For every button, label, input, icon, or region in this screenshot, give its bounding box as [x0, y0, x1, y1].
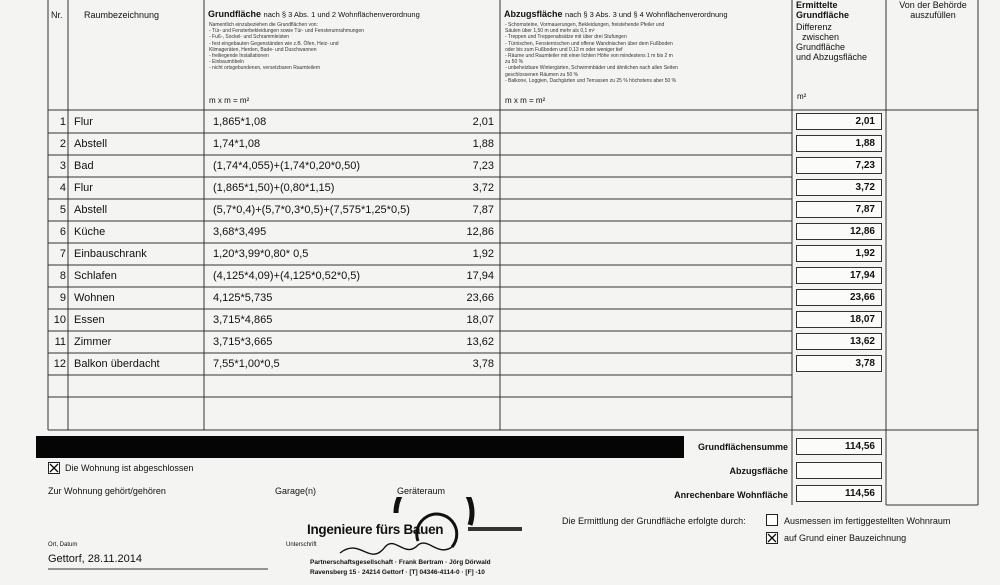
header-grundflaeche	[208, 9, 498, 20]
abzugsflaeche-label: Abzugsfläche	[729, 466, 788, 476]
result-box: 13,62	[796, 333, 882, 350]
abzug-note: geschlossenen Räumen zu 50 %	[505, 71, 579, 78]
row-nr: 7	[59, 248, 66, 260]
row-nr: 3	[59, 160, 66, 172]
cross-mark-icon	[49, 463, 59, 473]
stamp-line-1: Partnerschaftsgesellschaft · Frank Bertram · Jörg Dörwald	[310, 559, 491, 566]
ort-datum-label: Ort, Datum	[48, 542, 78, 548]
header-nr: Nr.	[51, 10, 63, 20]
row-value: 7,23	[472, 160, 494, 172]
row-room: Balkon überdacht	[74, 358, 160, 370]
ermittelte-sub-2: zwischen	[802, 32, 840, 42]
row-value: 1,92	[472, 248, 494, 260]
grundflaeche-note: - nicht ortsgebundenen, versetzbaren Raumteilern	[209, 65, 321, 72]
grundflaeche-note: Namentlich einzubeziehen die Grundflächen von:	[209, 22, 318, 28]
row-formula: (1,865*1,50)+(0,80*1,15)	[213, 182, 335, 194]
result-box: 7,23	[796, 157, 882, 174]
header-ermittelte	[796, 0, 884, 62]
grundflaechensumme-label: Grundflächensumme	[697, 442, 788, 452]
stamp-title: Ingenieure fürs Bauen	[307, 522, 444, 537]
row-formula: 1,865*1,08	[213, 116, 267, 128]
grundflaeche-note: Klimageräten, Herden, Bade- und Duschwannen	[209, 46, 317, 53]
header-abzug	[504, 9, 794, 20]
grundflaeche-notes	[209, 22, 499, 72]
row-nr: 11	[54, 336, 66, 348]
abzug-note: - Schornsteine, Vormauerungen, Bekleidungen, freistehende Pfeiler und	[505, 22, 665, 28]
abzug-title: Abzugsfläche	[504, 9, 563, 19]
row-nr: 12	[53, 358, 66, 370]
row-room: Essen	[74, 314, 105, 326]
row-room: Bad	[74, 160, 94, 172]
result-box: 2,01	[796, 113, 882, 130]
result-box: 18,07	[796, 311, 882, 328]
abzug-unit: m x m = m²	[505, 96, 546, 105]
stamp-line-2: Ravensberg 15 · 24214 Gettorf · [T] 04346-4114-0 · [F] -10	[310, 569, 485, 576]
row-nr: 8	[59, 270, 66, 282]
abzug-subtitle: nach § 3 Abs. 3 und § 4 Wohnflächenverordnung	[565, 10, 728, 19]
abzug-note: - Türnischen, Fensternischen und offene Wandnischen über dem Fußboden	[505, 40, 673, 47]
row-formula: (5,7*0,4)+(5,7*0,3*0,5)+(7,575*1,25*0,5)	[213, 204, 410, 216]
anrechenbar-box: 114,56	[796, 485, 882, 502]
row-value: 7,87	[472, 204, 494, 216]
abgeschlossen-label: Die Wohnung ist abgeschlossen	[65, 463, 194, 473]
result-box: 1,92	[796, 245, 882, 262]
row-formula: 1,74*1,08	[213, 138, 261, 150]
abzug-note: Säulen über 1,50 m und mehr als 0,1 m²	[505, 28, 595, 35]
row-formula: (4,125*4,09)+(4,125*0,52*0,5)	[213, 270, 361, 282]
row-room: Abstell	[74, 204, 108, 216]
redaction-bar	[36, 436, 684, 458]
abzug-note: - unbeheizbare Wintergärten, Schwimmbäder und ähnlichen nach allen Seiten	[505, 65, 678, 72]
unterschrift-label: Unterschrift	[286, 542, 317, 548]
row-room: Schlafen	[74, 270, 117, 282]
result-box: 17,94	[796, 267, 882, 284]
abgeschlossen-checkbox[interactable]	[48, 462, 60, 474]
ausmessen-label: Ausmessen im fertiggestellten Wohnraum	[784, 516, 951, 526]
ermittelte-sub-4: und Abzugsfläche	[796, 52, 868, 62]
header-raumbezeichnung: Raumbezeichnung	[84, 10, 160, 20]
row-nr: 10	[53, 314, 66, 326]
behoerde-line-2: auszufüllen	[910, 10, 956, 20]
grundflaeche-title: Grundfläche	[208, 9, 262, 19]
grundflaeche-note: - freiliegende Installationen	[209, 53, 269, 60]
row-value: 3,72	[472, 182, 494, 194]
row-nr: 1	[59, 116, 66, 128]
row-room: Zimmer	[74, 336, 112, 348]
behoerde-line-1: Von der Behörde	[899, 0, 967, 10]
ausmessen-checkbox[interactable]	[766, 514, 778, 526]
row-room: Küche	[74, 226, 106, 238]
row-formula: 3,715*4,865	[213, 314, 273, 326]
cross-mark-icon	[767, 533, 777, 543]
row-formula: 4,125*5,735	[213, 292, 273, 304]
row-value: 12,86	[466, 226, 494, 238]
row-nr: 5	[59, 204, 66, 216]
row-value: 3,78	[472, 358, 494, 370]
row-value: 2,01	[472, 116, 494, 128]
ermittlung-label: Die Ermittlung der Grundfläche erfolgte durch:	[562, 516, 746, 526]
abzug-note: - Balkone, Loggien, Dachgärten und Terrassen zu 25 % höchstens aber 50 %	[505, 77, 677, 84]
row-nr: 2	[59, 138, 66, 150]
row-value: 23,66	[466, 292, 494, 304]
grundflaeche-note: - Einbaumöbeln	[209, 59, 245, 66]
header-behoerde	[889, 0, 977, 20]
row-formula: (1,74*4,055)+(1,74*0,20*0,50)	[213, 160, 361, 172]
row-nr: 4	[59, 182, 66, 194]
ermittelte-sub-1: Differenz	[796, 22, 832, 32]
result-box: 3,78	[796, 355, 882, 372]
ermittelte-title-1: Ermittelte	[796, 0, 838, 10]
result-box: 1,88	[796, 135, 882, 152]
grundflaeche-unit: m x m = m²	[209, 96, 250, 105]
grundflaeche-note: - Fuß-, Sockel- und Schrammleisten	[209, 34, 290, 41]
grundflaeche-subtitle: nach § 3 Abs. 1 und 2 Wohnflächenverordnung	[263, 10, 420, 19]
ermittelte-sub-3: Grundfläche	[796, 42, 846, 52]
ermittelte-unit: m²	[797, 92, 807, 101]
row-nr: 9	[59, 292, 66, 304]
row-value: 17,94	[466, 270, 494, 282]
result-box: 12,86	[796, 223, 882, 240]
row-value: 18,07	[466, 314, 494, 326]
abzug-note: oder bis zum Fußboden und 0,13 m oder weniger tief	[505, 46, 623, 53]
grundflaechensumme-box: 114,56	[796, 438, 882, 455]
row-value: 1,88	[472, 138, 494, 150]
garage-label: Garage(n)	[275, 486, 317, 496]
anrechenbar-label: Anrechenbare Wohnfläche	[674, 490, 788, 500]
row-room: Flur	[74, 116, 93, 128]
abzug-note: - Räume und Raumteiler mit einer lichten Höhe von mindestens 1 m bis 2 m	[505, 53, 673, 60]
row-value: 13,62	[466, 336, 494, 348]
row-room: Flur	[74, 182, 93, 194]
grundflaeche-note: - fest eingebauten Gegenständen wie z.B. Öfen, Heiz- und	[209, 40, 339, 47]
row-formula: 3,715*3,665	[213, 336, 273, 348]
row-nr: 6	[59, 226, 66, 238]
row-room: Abstell	[74, 138, 108, 150]
grundflaeche-note: - Tür- und Fensterbekleidungen sowie Tür- und Fensterumrahmungen	[209, 28, 364, 35]
row-formula: 3,68*3,495	[213, 226, 267, 238]
result-box: 7,87	[796, 201, 882, 218]
geraeteraum-label: Geräteraum	[397, 486, 446, 496]
gehoert-label: Zur Wohnung gehört/gehören	[48, 486, 166, 496]
ort-datum-line	[48, 568, 268, 571]
row-formula: 7,55*1,00*0,5	[213, 358, 280, 370]
abzug-note: zu 50 %	[505, 59, 524, 66]
row-formula: 1,20*3,99*0,80* 0,5	[213, 248, 309, 260]
row-room: Einbauschrank	[74, 248, 147, 260]
result-box: 3,72	[796, 179, 882, 196]
row-room: Wohnen	[74, 292, 115, 304]
abzugsflaeche-box	[796, 462, 882, 479]
result-box: 23,66	[796, 289, 882, 306]
ort-datum-value: Gettorf, 28.11.2014	[48, 553, 142, 565]
ermittelte-title-2: Grundfläche	[796, 10, 850, 20]
abzug-notes	[505, 22, 790, 84]
abzug-note: - Treppen und Treppenabsätze mit über drei Stufungen	[505, 34, 627, 41]
bauzeichnung-label: auf Grund einer Bauzeichnung	[784, 533, 907, 543]
bauzeichnung-checkbox[interactable]	[766, 532, 778, 544]
